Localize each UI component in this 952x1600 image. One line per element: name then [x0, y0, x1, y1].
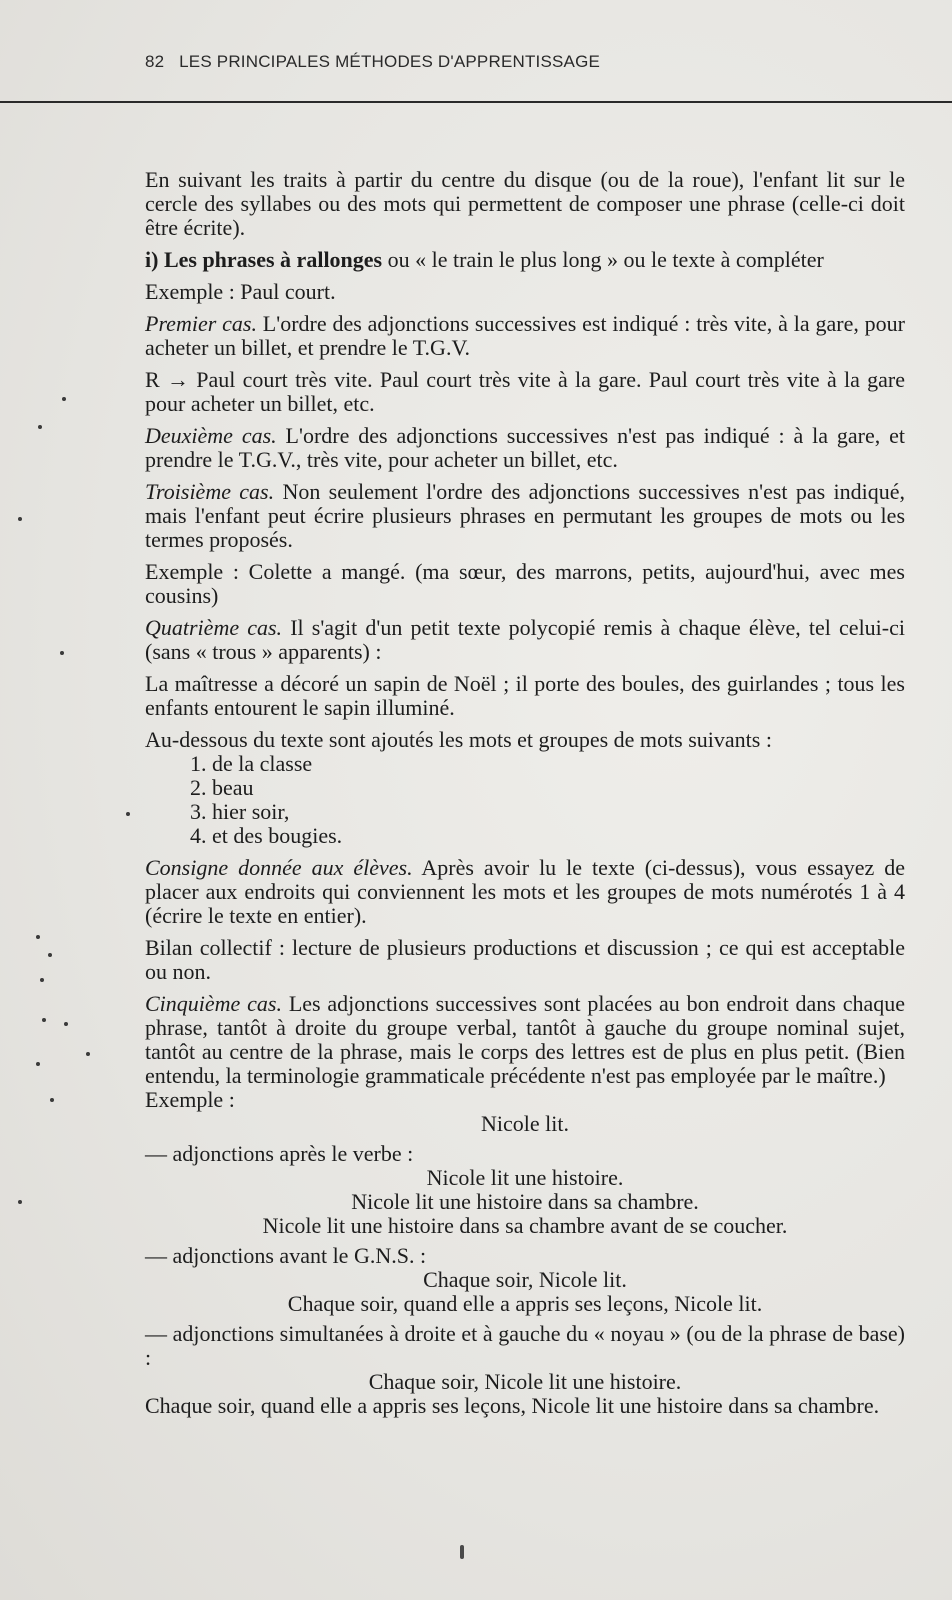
consigne-paragraph [145, 856, 905, 928]
running-title: LES PRINCIPALES MÉTHODES D'APPRENTISSAGE [179, 52, 601, 71]
before-gns-label: — adjonctions avant le G.N.S. : [145, 1243, 427, 1268]
scan-speck [36, 935, 40, 939]
case-5-text: Les adjonctions successives sont placées au bon endroit dans chaque phrase, tantôt à droite du groupe verbal, tantôt à gauche du groupe nominal sujet, tantôt au centre de la phrase, mais le corps des lettres est de plus en plus petit. (Bien entendu, la terminologie grammaticale précédente n'est pas employée par le maître.) [145, 991, 905, 1088]
case-4-passage: La maîtresse a décoré un sapin de Noël ; il porte des boules, des guirlandes ; tous les enfants entourent le sapin illuminé. [145, 671, 905, 720]
consigne-label: Consigne donnée aux élèves. [145, 855, 413, 880]
case-2-text: L'ordre des adjonctions successives n'est pas indiqué : à la gare, et prendre le T.G.V., très vite, pour acheter un billet, etc. [145, 423, 905, 472]
list-item: 1. de la classe [190, 751, 313, 776]
scan-speck [86, 1052, 90, 1056]
scan-speck [36, 1062, 40, 1066]
case-1-text: L'ordre des adjonctions successives est indiqué : très vite, à la gare, pour acheter un billet, et prendre le T.G.V. [145, 311, 906, 360]
list-intro: Au-dessous du texte sont ajoutés les mots et groupes de mots suivants : [145, 727, 772, 752]
scan-speck [38, 425, 42, 429]
case-5-label: Cinquième cas. [145, 991, 282, 1016]
intro-paragraph: En suivant les traits à partir du centre du disque (ou de la roue), l'enfant lit sur le cercle des syllabes ou des mots qui permettent de composer une phrase (celle-ci doit être écrite). [145, 167, 905, 240]
bilan-paragraph: Bilan collectif : lecture de plusieurs productions et discussion ; ce qui est acceptable ou non. [145, 935, 905, 984]
base-sentence: Nicole lit. [481, 1111, 569, 1136]
simultaneous-line: Chaque soir, Nicole lit une histoire. [368, 1369, 682, 1394]
case-3-label: Troisième cas. [145, 479, 275, 504]
header-rule [0, 101, 952, 103]
page-number: 82 [145, 52, 165, 71]
list-item: 2. beau [190, 775, 254, 800]
list-item: 4. et des bougies. [190, 823, 343, 848]
case-3-text: Non seulement l'ordre des adjonctions successives n'est pas indiqué, mais l'enfant peut écrire plusieurs phrases en permutant les groupes de mots ou les termes proposés. [145, 479, 905, 552]
scan-speck [40, 978, 44, 982]
page-body [145, 168, 905, 1418]
scan-speck [60, 651, 64, 655]
scan-speck [18, 517, 22, 521]
after-verb-line: Nicole lit une histoire dans sa chambre avant de se coucher. [262, 1213, 788, 1238]
section-i-rest: ou « le train le plus long » ou le texte à compléter [382, 247, 824, 272]
case-1-result: R → Paul court très vite. Paul court très vite à la gare. Paul court très vite à la gare pour acheter un billet, etc. [145, 367, 905, 416]
case-1-label: Premier cas. [145, 311, 257, 336]
after-verb-line: Nicole lit une histoire. [426, 1165, 624, 1190]
scan-speck [48, 953, 52, 957]
before-gns-line: Chaque soir, quand elle a appris ses leçons, Nicole lit. [287, 1291, 763, 1316]
case-4-paragraph [145, 616, 905, 664]
example-3: Exemple : [145, 1087, 235, 1112]
section-i-title: i) Les phrases à rallonges [145, 247, 383, 272]
scan-speck [126, 812, 130, 816]
case-5-paragraph [145, 992, 905, 1088]
case-4-text: Il s'agit d'un petit texte polycopié remis à chaque élève, tel celui-ci (sans « trous » apparents) : [145, 615, 905, 664]
case-4-label: Quatrième cas. [145, 615, 283, 640]
consigne-text: Après avoir lu le texte (ci-dessus), vous essayez de placer aux endroits qui conviennent les mots et les groupes de mots numérotés 1 à 4 (écrire le texte en entier). [145, 855, 906, 928]
word-list [190, 752, 905, 848]
scan-smudge [460, 1545, 464, 1559]
case-2-label: Deuxième cas. [145, 423, 277, 448]
simultaneous-label: — adjonctions simultanées à droite et à gauche du « noyau » (ou de la phrase de base) : [145, 1321, 905, 1370]
scan-speck [64, 1022, 68, 1026]
scan-speck [62, 397, 66, 401]
simultaneous-line: Chaque soir, quand elle a appris ses leçons, Nicole lit une histoire dans sa chambre. [145, 1393, 880, 1418]
section-i-paragraph [145, 248, 905, 272]
scan-speck [42, 1018, 46, 1022]
case-2-paragraph [145, 424, 905, 472]
example-2: Exemple : Colette a mangé. (ma sœur, des marrons, petits, aujourd'hui, avec mes cousins) [145, 559, 905, 608]
after-verb-line: Nicole lit une histoire dans sa chambre. [351, 1189, 699, 1214]
case-3-paragraph [145, 480, 905, 552]
scan-speck [18, 1200, 22, 1204]
after-verb-label: — adjonctions après le verbe : [145, 1141, 414, 1166]
case-1-paragraph [145, 312, 905, 360]
list-item: 3. hier soir, [190, 799, 290, 824]
before-gns-line: Chaque soir, Nicole lit. [423, 1267, 627, 1292]
running-header [145, 52, 600, 72]
example-1: Exemple : Paul court. [145, 279, 336, 304]
scan-speck [50, 1098, 54, 1102]
